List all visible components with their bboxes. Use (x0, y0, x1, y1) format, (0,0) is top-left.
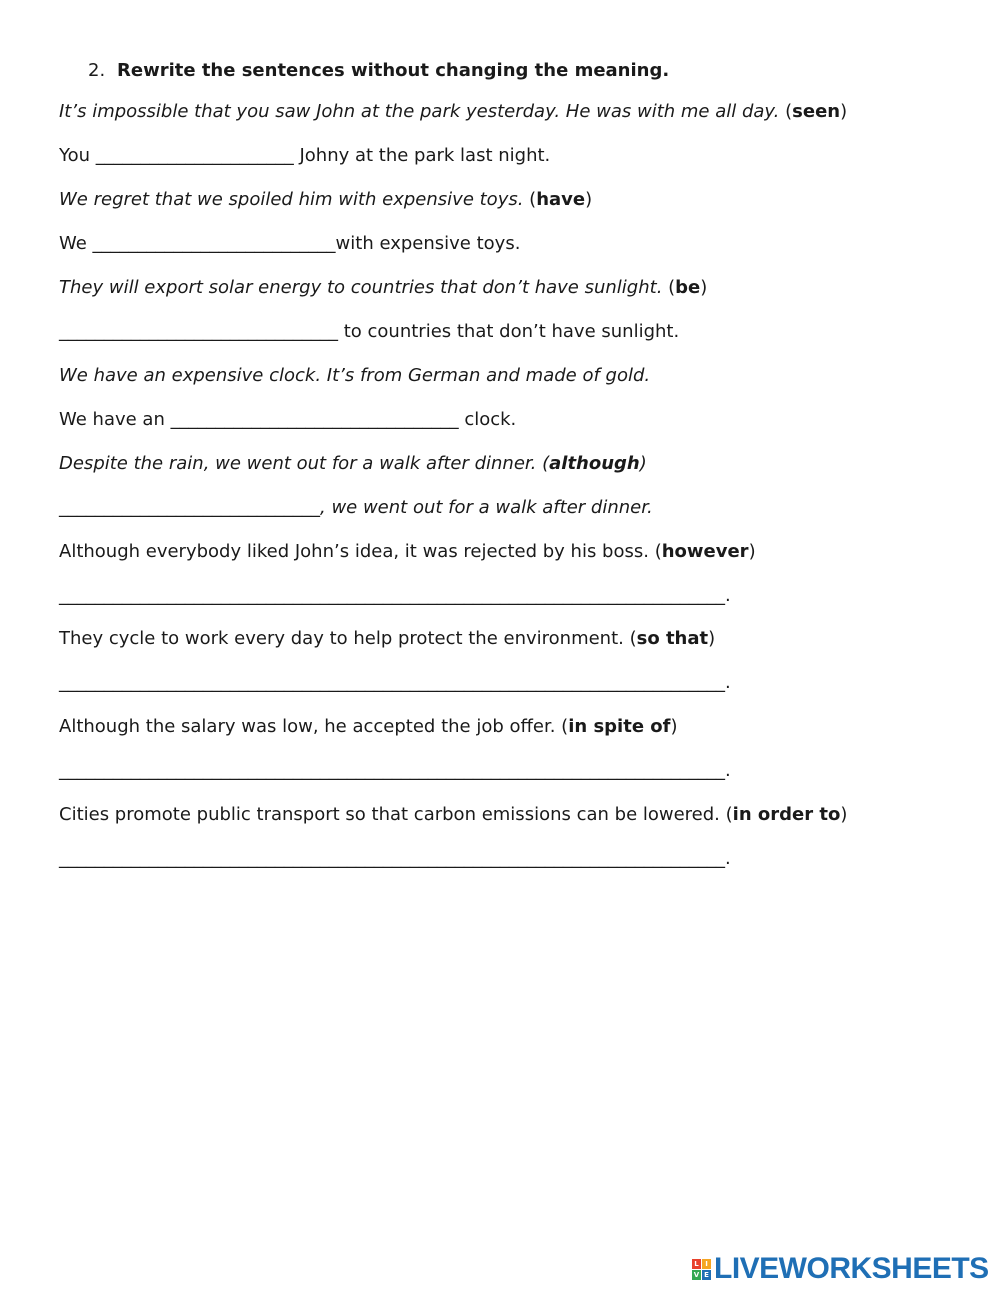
answer-blank-7[interactable]: __________________________________________________________________________. (59, 672, 731, 693)
logo-mark-icon: L I V E (692, 1259, 711, 1280)
answer-line-9 (59, 847, 731, 871)
exercise-instruction: Rewrite the sentences without changing the meaning. (117, 60, 670, 81)
answer-blank-4[interactable]: ________________________________ (170, 409, 459, 430)
prompt-sentence-7: They cycle to work every day to help protect the environment. (so that) (59, 628, 716, 649)
answer-line-2: We ___________________________with expensive toys. (59, 233, 521, 254)
answer-blank-2[interactable]: ___________________________ (92, 233, 336, 254)
prompt-sentence-4: We have an expensive clock. It’s from German and made of gold. (59, 365, 651, 386)
keyword-2: have (536, 189, 586, 210)
keyword-8: in spite of (568, 716, 671, 737)
answer-line-7 (59, 671, 731, 695)
answer-line-1: You ______________________ Johny at the park last night. (59, 145, 551, 166)
keyword-1: seen (792, 101, 841, 122)
answer-line-6 (59, 584, 731, 608)
exercise-number: 2. (88, 60, 106, 81)
answer-blank-5[interactable]: _____________________________ (59, 497, 320, 518)
answer-line-3: _______________________________ to countries that don’t have sunlight. (59, 321, 680, 342)
logo-text: LIVEWORKSHEETS (714, 1252, 989, 1285)
answer-line-8 (59, 759, 731, 783)
prompt-sentence-3: They will export solar energy to countries that don’t have sunlight. (be) (59, 277, 708, 298)
prompt-sentence-8: Although the salary was low, he accepted the job offer. (in spite of) (59, 716, 678, 737)
keyword-6: however (661, 541, 749, 562)
exercise-heading (88, 60, 669, 81)
prompt-sentence-5: Despite the rain, we went out for a walk after dinner. (although) (59, 453, 647, 474)
keyword-5: although (549, 453, 640, 474)
answer-blank-8[interactable]: __________________________________________________________________________. (59, 760, 731, 781)
prompt-sentence-6: Although everybody liked John’s idea, it was rejected by his boss. (however) (59, 541, 756, 562)
answer-blank-3[interactable]: _______________________________ (59, 321, 338, 342)
keyword-9: in order to (732, 804, 841, 825)
answer-blank-6[interactable]: __________________________________________________________________________. (59, 585, 731, 606)
prompt-sentence-1: It’s impossible that you saw John at the park yesterday. He was with me all day. (seen) (59, 101, 848, 122)
answer-blank-9[interactable]: __________________________________________________________________________. (59, 848, 731, 869)
prompt-sentence-2: We regret that we spoiled him with expensive toys. (have) (59, 189, 593, 210)
prompt-sentence-9: Cities promote public transport so that carbon emissions can be lowered. (in order to) (59, 804, 848, 825)
answer-line-4: We have an ________________________________ clock. (59, 409, 517, 430)
keyword-3: be (675, 277, 701, 298)
keyword-7: so that (636, 628, 709, 649)
answer-blank-1[interactable]: ______________________ (95, 145, 294, 166)
liveworksheets-logo (692, 1254, 989, 1284)
answer-line-5: _____________________________, we went out for a walk after dinner. (59, 497, 653, 518)
